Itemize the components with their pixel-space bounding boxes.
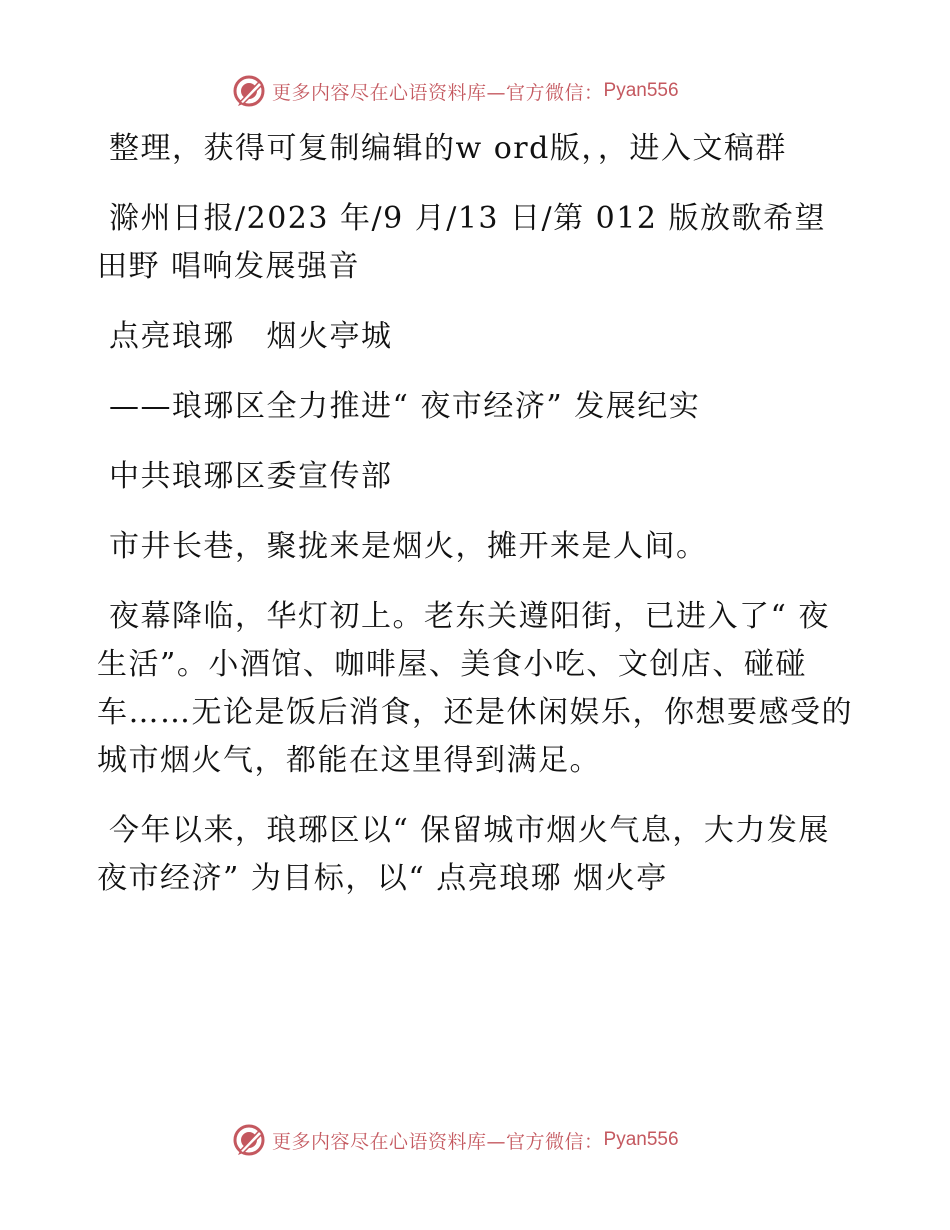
pen-logo-icon [232,1123,266,1157]
watermark-text: 更多内容尽在心语资料库—官方微信： [272,1130,604,1153]
note-paragraph: 整理，获得可复制编辑的w ord版，，进入文稿群 [109,131,787,166]
watermark-text: 更多内容尽在心语资料库—官方微信： [272,81,604,104]
document-body [97,125,857,925]
article-subtitle: ——琅琊区全力推进“ 夜市经济” 发展纪实 [109,389,701,424]
body-paragraph: 夜幕降临，华灯初上。老东关遵阳街，已进入了“ 夜生活”。小酒馆、咖啡屋、美食小吃、文创店、碰碰车……无论是饭后消食，还是休闲娱乐，你想要感受的城市烟火气，都能在这里得到满足。 [97,599,853,778]
source-line: 滁州日报/2023 年/9 月/13 日/第 012 版放歌希望田野 唱响发展强音 [97,201,826,284]
article-title: 点亮琅琊 烟火亭城 [109,319,393,354]
article-author: 中共琅琊区委宣传部 [109,459,393,494]
body-paragraph: 市井长巷，聚拢来是烟火，摊开来是人间。 [109,529,708,564]
watermark-wechat-id: Pyan556 [603,80,679,101]
watermark-wechat-id: Pyan556 [603,1129,679,1150]
pen-logo-icon [232,74,266,108]
watermark-header [232,72,679,110]
watermark-footer [232,1121,679,1159]
body-paragraph: 今年以来，琅琊区以“ 保留城市烟火气息，大力发展夜市经济” 为目标，以“ 点亮琅琊 烟火亭 [97,813,830,896]
